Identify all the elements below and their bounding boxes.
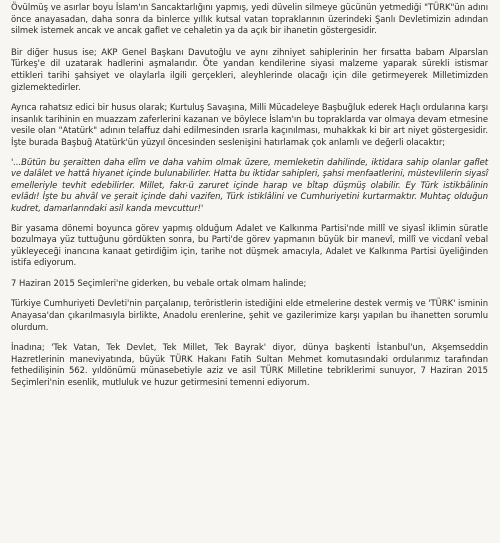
- paragraph-5: Bir yasama dönemi boyunca görev yapmış olduğum Adalet ve Kalkınma Partisi'nde millî ve siyasî iklimin süratle bozulmaya yüz tuttuğunu gördükten sonra, bu Parti'de görev yapmanın büyük bir manevî, millî ve vicdanî vebal yükleyeceği inancına kanaat getirdiğim için, tarihe not düşmek amacıyla, Adalet ve Kalkınma Partisi üyeliğinden istifa ediyorum.: [11, 222, 488, 268]
- paragraph-7: Türkiye Cumhuriyeti Devleti'nin parçalanıp, teröristlerin istediğini elde etmelerine destek vermiş ve 'TÜRK' isminin Anayasa'dan çıkarılmasıyla birlikte, Anadolu erenlerine, şehit ve gazilerimize karşı yapılan bu ihanetten sorumlu olurdum.: [11, 298, 488, 332]
- quote-paragraph: '...Bütün bu şeraitten daha elîm ve daha vahim olmak üzere, memleketin dahilinde, iktidara sahip olanlar gaflet ve dalâlet ve hattâ hiyanet içinde bulunabilirler. Hatta bu iktidar sahipleri, şahsi menfaatlerini, müstevlilerin siyasî emelleriyle tevhit edebilirler. Millet, fakr-ü zaruret içinde harap ve bîtap düşmüş olabilir. Ey Türk istikbâlinin evlâdı! İşte bu ahvâl ve şerait içinde dahi vazifen, Türk istiklâlini ve Cumhuriyetini kurtarmaktır. Muhtaç olduğun kudret, damarlarındaki asil kanda mevcuttur!': [11, 156, 488, 213]
- paragraph-8: İnadına; 'Tek Vatan, Tek Devlet, Tek Millet, Tek Bayrak' diyor, dünya başkenti İstanbul'un, Akşemseddin Hazretlerinin maneviyatında, büyük TÜRK Hakanı Fatih Sultan Mehmet komutasındaki ordularımız tarafından fethedilişinin 562. yıldönümü münasebetiyle aziz ve asil TÜRK Milletine tebriklerimi sunuyor, 7 Haziran 2015 Seçimleri'nin esenlik, mutluluk ve huzur getirmesini temenni ediyorum.: [11, 342, 488, 388]
- paragraph-3: Ayrıca rahatsız edici bir husus olarak; Kurtuluş Savaşına, Milli Mücadeleye Başbuğluk ederek Haçlı ordularına karşı insanlık tarihinin en muazzam zaferlerini kazanan ve böylece İslam'ın bu topraklarda var olmaya devam etmesine vesile olan "Atatürk" adının telaffuz dahi edilmesinden ısrarla kaçınılması, muhakkak ki bir art niyet göstergesidir. İşte burada Başbuğ Atatürk'ün yüzyıl öncesinden seslenişini hatırlamak çok anlamlı ve değerli olacaktır;: [11, 102, 488, 147]
- paragraph-2: Bir diğer husus ise; AKP Genel Başkanı Davutoğlu ve aynı zihniyet sahiplerinin her fırsatta babam Alparslan Türkeş'e dil uzatarak hadlerini aşmalarıdır. Öte yandan kendilerine siyasi malzeme yaparak sürekli istismar ettikleri tarihi şahsiyet ve olaylarla ilgili gerçekleri, aleyhlerinde olacağı için dile getirmeyerek Milletimizden gizlemektedirler.: [11, 46, 488, 92]
- paragraph-1: Övülmüş ve asırlar boyu İslam'ın Sancaktarlığını yapmış, yedi düvelin silmeye gücünün yetmediği "TÜRK"ün adını önce anayasadan, daha sonra da binlerce yıllık kutsal vatan topraklarının üzerindeki Şanlı Devletimizin adından silmek istemek ancak ve ancak gaflet ve cehaletin ya da açık bir ihanetin göstergesidir.: [11, 2, 488, 36]
- paragraph-6: 7 Haziran 2015 Seçimleri'ne giderken, bu vebale ortak olmam halinde;: [11, 277, 307, 288]
